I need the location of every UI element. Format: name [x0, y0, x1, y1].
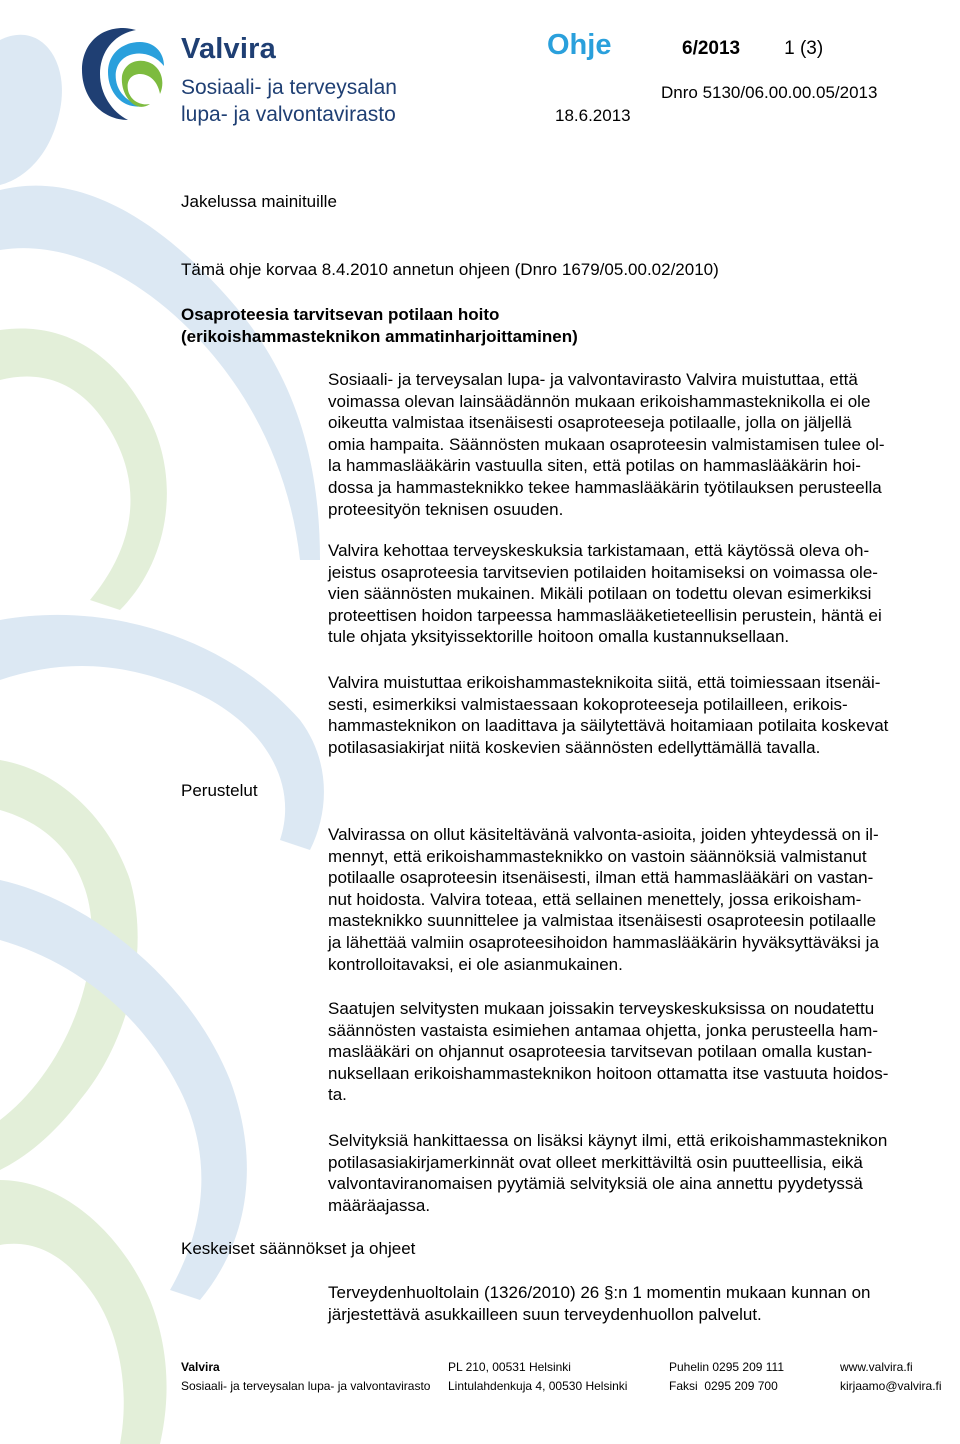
- footer-address: [448, 1358, 627, 1395]
- text-line: potilasasiakirjamerkinnät ovat olleet merkittäviltä osin puutteellisia, eikä: [328, 1152, 863, 1172]
- side-heading-key-rules: Keskeiset säännökset ja ohjeet: [181, 1239, 416, 1258]
- title-line: (erikoishammasteknikon ammatinharjoittaminen): [181, 327, 578, 346]
- footer-postal: PL 210, 00531 Helsinki: [448, 1360, 571, 1374]
- text-line: hammasteknikon on laadittava ja säilytettävä hoitamiaan potilaita koskevat: [328, 716, 889, 736]
- text-line: mennyt, että erikoishammasteknikko on vastoin säännöksiä valmistanut: [328, 846, 867, 866]
- paragraph: [328, 998, 954, 1106]
- text-line: säännösten vastaista esimiehen antamaa ohjetta, jonka perusteella ham-: [328, 1020, 879, 1040]
- text-line: nuksellaan erikoishammasteknikon hoitoon ottamatta itse vastuuta hoidos-: [328, 1063, 889, 1083]
- paragraph: [328, 540, 954, 648]
- text-line: tule ohjata yksityissektorille hoitoon omalla kustannuksellaan.: [328, 627, 790, 647]
- footer-web: [840, 1358, 942, 1395]
- distribution: Jakelussa mainituille: [181, 192, 337, 211]
- text-line: potilasasiakirjat niitä koskevien säännösten edellyttämällä tavalla.: [328, 737, 821, 757]
- org-name: Valvira: [181, 33, 276, 65]
- text-line: masteknikko suunnittelee ja valmistaa itsenäisesti osaproteesin potilaalle: [328, 911, 877, 931]
- footer-org-name: Valvira: [181, 1360, 220, 1374]
- text-line: proteesityön teknisen osuuden.: [328, 499, 564, 519]
- text-line: maslääkäri on ohjannut osaproteesia tarvitsevan potilaan omalla kustan-: [328, 1042, 873, 1062]
- text-line: Selvityksiä hankittaessa on lisäksi käynyt ilmi, että erikoishammasteknikon: [328, 1131, 888, 1150]
- text-line: proteettisen hoidon tarpeessa hammaslääketieteellisin perustein, häntä ei: [328, 605, 882, 625]
- text-line: omia hampaita. Säännösten mukaan osaproteesin valmistamisen tulee ol-: [328, 434, 885, 454]
- text-line: kontrolloitavaksi, ei ole asianmukainen.: [328, 954, 623, 974]
- text-line: nut hoidosta. Valvira toteaa, että sellainen menettely, jossa erikoisham-: [328, 889, 862, 909]
- doc-number-row: [682, 38, 823, 60]
- text-line: la hammaslääkärin vastuulla siten, että potilas on hammaslääkärin hoi-: [328, 456, 861, 476]
- text-line: dossa ja hammasteknikko tekee hammaslääkärin työtilauksen perusteella: [328, 477, 882, 497]
- text-line: jeistus osaproteesia tarvitsevien potilaiden hoitamiseksi on voimassa ole-: [328, 562, 878, 582]
- footer-org-fullname: Sosiaali- ja terveysalan lupa- ja valvontavirasto: [181, 1378, 431, 1393]
- text-line: Valvira muistuttaa erikoishammasteknikoita siitä, että toimiessaan itsenäi-: [328, 673, 881, 692]
- text-line: Terveydenhuoltolain (1326/2010) 26 §:n 1 momentin mukaan kunnan on: [328, 1283, 871, 1302]
- paragraph: [328, 1130, 954, 1216]
- background-ribbons: [0, 0, 330, 1444]
- org-subtitle-line: lupa- ja valvontavirasto: [181, 103, 396, 126]
- text-line: sesti, esimerkiksi valmistaessaan kokoproteeseja potilailleen, erikois-: [328, 694, 848, 714]
- text-line: määräajassa.: [328, 1195, 431, 1215]
- text-line: Saatujen selvitysten mukaan joissakin terveyskeskuksissa on noudatettu: [328, 999, 875, 1018]
- text-line: valvontaviranomaisen pyytämiä selvityksiä ole aina annettu pyydetyssä: [328, 1174, 863, 1194]
- footer-fax: Faksi 0295 209 700: [669, 1378, 778, 1393]
- text-line: Sosiaali- ja terveysalan lupa- ja valvontavirasto Valvira muistuttaa, että: [328, 370, 858, 389]
- side-heading-rationale: Perustelut: [181, 781, 258, 800]
- footer-street: Lintulahdenkuja 4, 00530 Helsinki: [448, 1378, 628, 1393]
- footer-contact: [669, 1358, 784, 1395]
- org-subtitle: [181, 74, 397, 128]
- text-line: ta.: [328, 1085, 347, 1105]
- paragraph: [328, 1282, 954, 1325]
- footer-phone: Puhelin 0295 209 111: [669, 1360, 784, 1374]
- footer-email-link[interactable]: kirjaamo@valvira.fi: [840, 1378, 942, 1393]
- paragraph: [328, 369, 954, 520]
- page-info: 1 (3): [784, 38, 824, 59]
- text-line: voimassa olevan lainsäädännön mukaan erikoishammasteknikolla ei ole: [328, 391, 871, 411]
- valvira-logo-icon: [78, 24, 168, 124]
- doc-date: 18.6.2013: [555, 106, 631, 125]
- footer-org: [181, 1358, 430, 1395]
- footer-website-link[interactable]: www.valvira.fi: [840, 1360, 913, 1374]
- document-title: [181, 304, 578, 348]
- paragraph: [328, 672, 954, 758]
- text-line: oikeutta valmistaa itsenäisesti osaproteeseja potilaalle, jolla on jäljellä: [328, 413, 852, 433]
- text-line: järjestettävä asukkailleen suun terveydenhuollon palvelut.: [328, 1304, 762, 1324]
- text-line: vien säännösten mukainen. Mikäli potilaan on todettu olevan esimerkiksi: [328, 584, 872, 604]
- org-subtitle-line: Sosiaali- ja terveysalan: [181, 76, 397, 99]
- doc-number: 6/2013: [682, 38, 741, 59]
- text-line: Valvira kehottaa terveyskeskuksia tarkistamaan, että käytössä oleva oh-: [328, 541, 870, 560]
- paragraph: [328, 824, 954, 975]
- replaces-note: Tämä ohje korvaa 8.4.2010 annetun ohjeen (Dnro 1679/05.00.02/2010): [181, 260, 719, 279]
- doc-type: Ohje: [547, 29, 612, 61]
- text-line: Valvirassa on ollut käsiteltävänä valvonta-asioita, joiden yhteydessä on il-: [328, 825, 879, 844]
- text-line: potilaalle osaproteesin itsenäisesti, ilman että hammaslääkäri on vastan-: [328, 868, 874, 888]
- doc-reference: Dnro 5130/06.00.00.05/2013: [661, 83, 878, 102]
- title-line: Osaproteesia tarvitsevan potilaan hoito: [181, 305, 500, 324]
- text-line: ja lähettää valmiin osaproteesihoidon hammaslääkärin hyväksyttäväksi ja: [328, 932, 879, 952]
